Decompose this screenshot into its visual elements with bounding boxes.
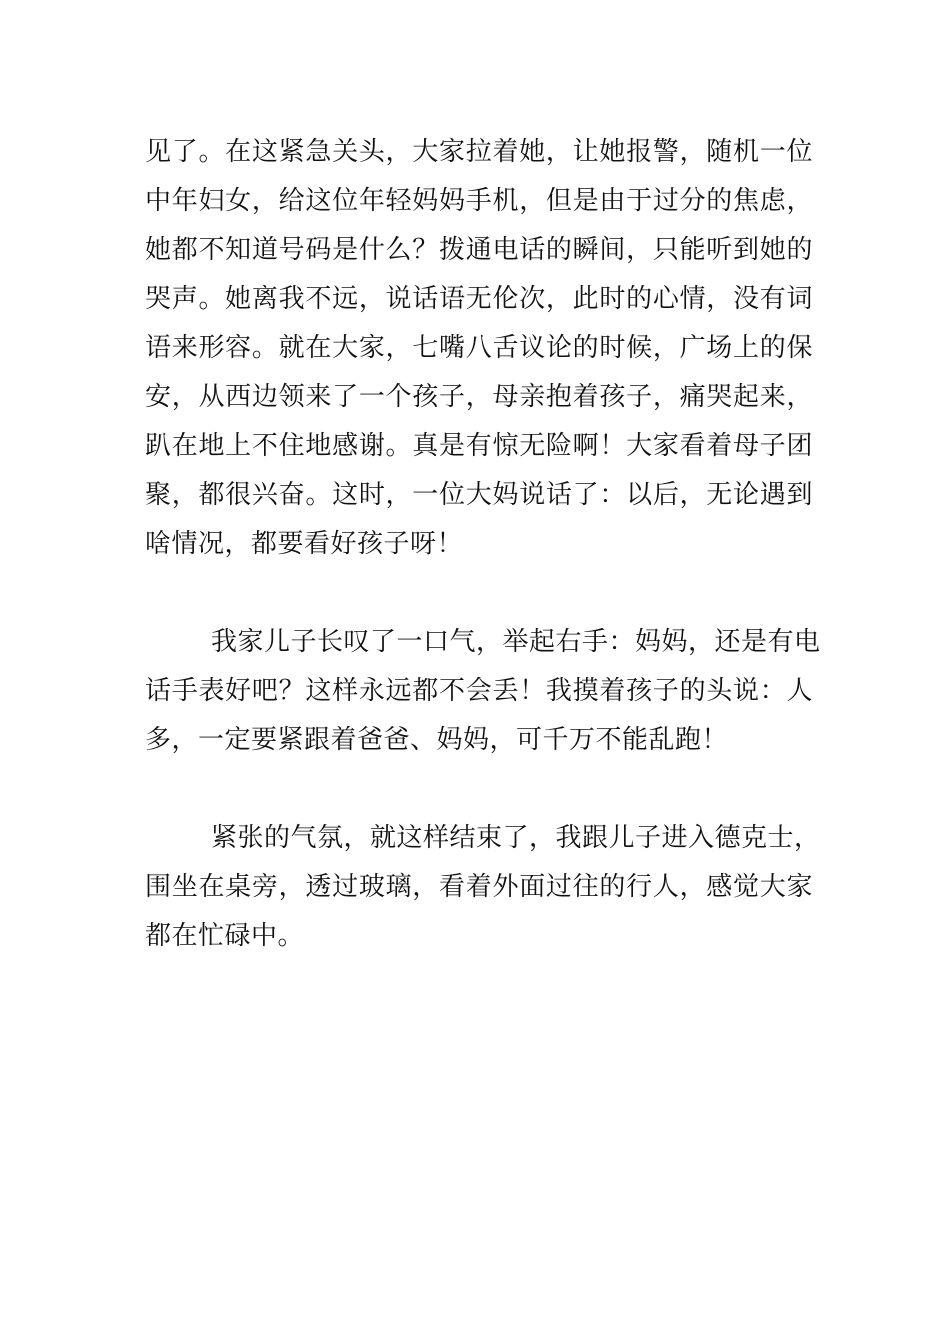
text-line: 哭声。她离我不远，说话语无伦次，此时的心情，没有词 [145,284,813,314]
paragraph-1 [145,128,813,569]
text-line: 多，一定要紧跟着爸爸、妈妈，可千万不能乱跑！ [145,725,729,755]
text-line: 我家儿子长叹了一口气，举起右手：妈妈，还是有电 [211,627,821,657]
text-line: 安，从西边领来了一个孩子，母亲抱着孩子，痛哭起来， [145,382,813,412]
paragraph-spacer [145,569,813,618]
text-line: 围坐在桌旁，透过玻璃，看着外面过往的行人，感觉大家 [145,872,813,902]
document-body [145,128,821,961]
text-line: 啥情况，都要看好孩子呀！ [145,529,464,559]
text-line: 中年妇女，给这位年轻妈妈手机，但是由于过分的焦虑， [145,186,813,216]
paragraph-3 [145,814,821,961]
text-line: 见了。在这紧急关头，大家拉着她，让她报警，随机一位 [145,137,813,167]
text-line: 聚，都很兴奋。这时，一位大妈说话了：以后，无论遇到 [145,480,813,510]
text-line: 紧张的气氛，就这样结束了，我跟儿子进入德克士， [211,823,821,853]
text-line: 她都不知道号码是什么？拨通电话的瞬间，只能听到她的 [145,235,813,265]
text-line: 都在忙碌中。 [145,921,305,951]
text-line: 趴在地上不住地感谢。真是有惊无险啊！大家看着母子团 [145,431,813,461]
paragraph-2 [145,618,821,765]
text-line: 话手表好吧？这样永远都不会丢！我摸着孩子的头说：人 [145,676,813,706]
paragraph-spacer [145,765,813,814]
text-line: 语来形容。就在大家，七嘴八舌议论的时候，广场上的保 [145,333,813,363]
